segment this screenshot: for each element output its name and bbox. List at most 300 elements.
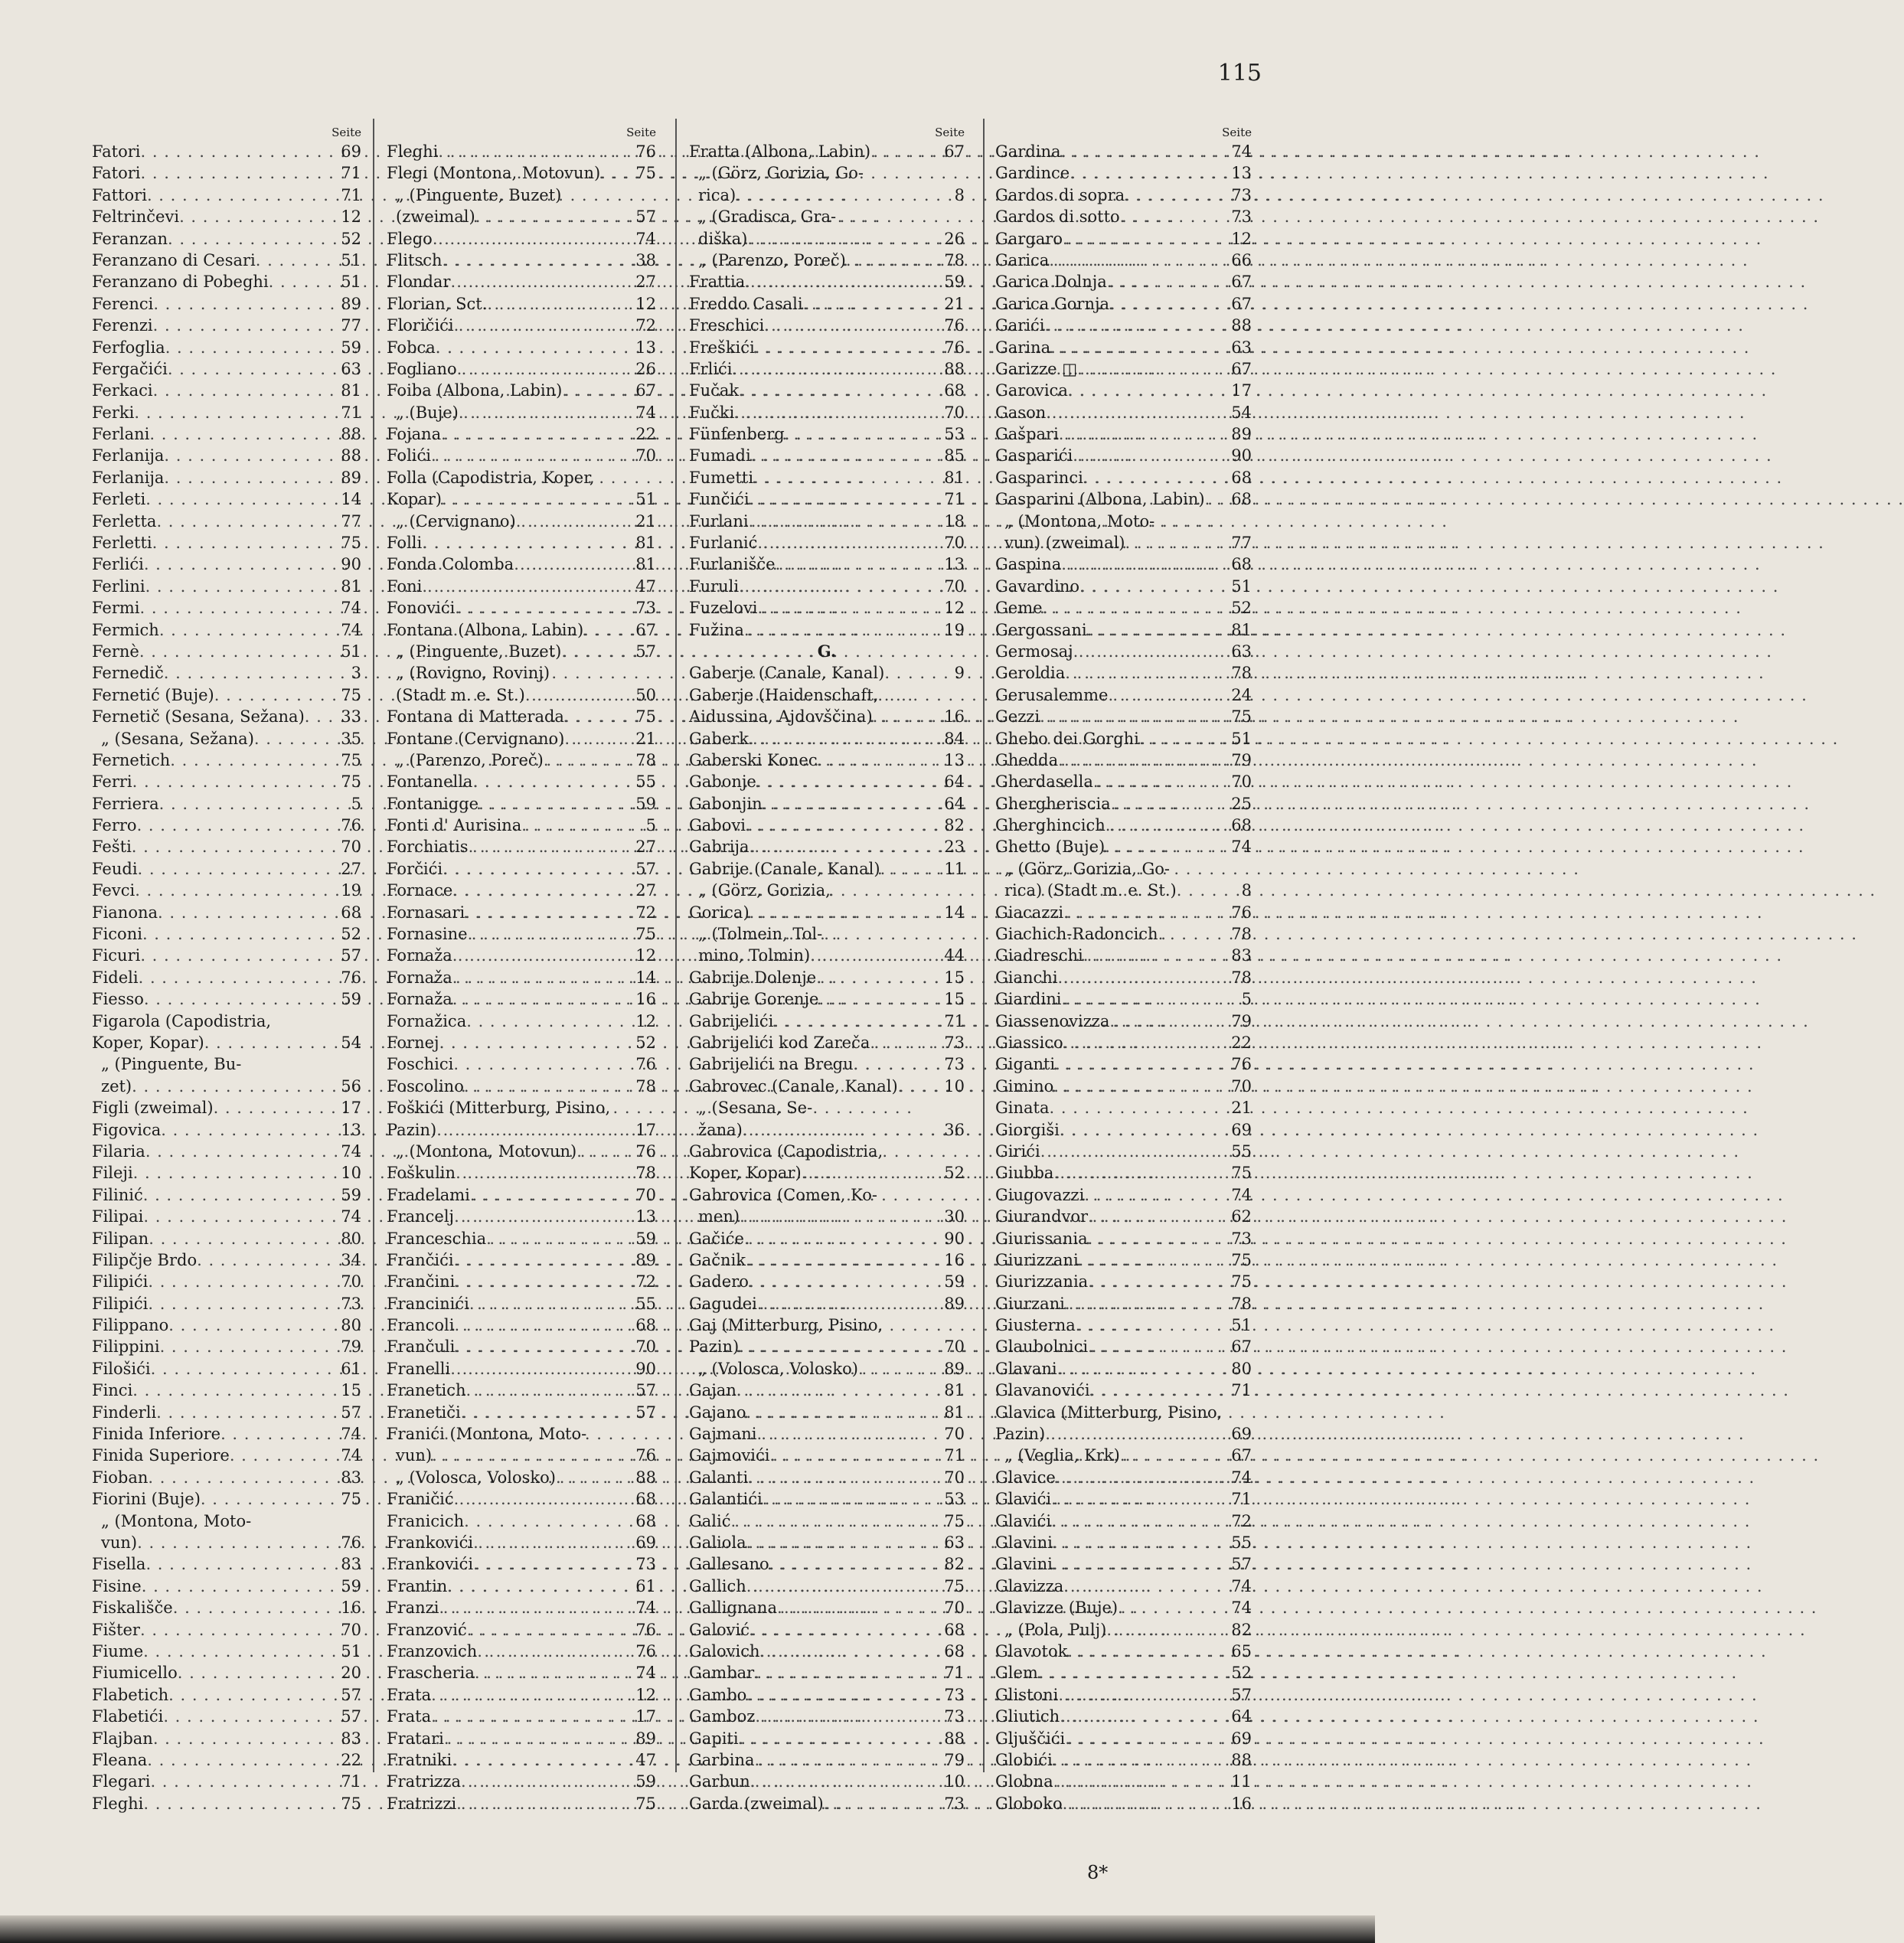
entry-page: 75	[1231, 1272, 1252, 1292]
entry-name: Gabonjin	[689, 794, 763, 813]
dot-leader	[754, 1662, 941, 1683]
entry-name: Galović	[689, 1620, 750, 1639]
entry-page: 74	[341, 1446, 361, 1465]
index-entry	[92, 1141, 361, 1162]
entry-name: Ferlići	[92, 555, 144, 574]
index-entry	[995, 837, 1252, 858]
entry-name: Furlanić	[689, 534, 758, 553]
entry-name: Fatori	[92, 142, 141, 161]
dot-leader	[152, 532, 338, 554]
index-entry	[92, 532, 361, 554]
entry-page: 57	[635, 859, 656, 878]
entry-page: 74	[635, 1598, 656, 1618]
entry-page: 20	[341, 1664, 361, 1683]
dot-leader	[486, 1228, 632, 1249]
entry-page: 73	[1231, 207, 1252, 227]
index-entry	[387, 1488, 656, 1510]
dot-leader	[1090, 1380, 1229, 1401]
entry-page: 82	[944, 816, 965, 835]
entry-name: Ferenzi	[92, 316, 153, 335]
index-entry	[92, 923, 361, 945]
entry-name: Fioban	[92, 1468, 149, 1487]
index-entry	[689, 706, 965, 727]
dot-leader	[150, 1771, 338, 1792]
entry-page: 36	[944, 1120, 965, 1139]
entry-name: Filippano	[92, 1316, 169, 1335]
index-entry	[387, 293, 656, 315]
entry-page: 89	[1231, 425, 1252, 444]
dot-leader	[739, 1728, 942, 1749]
entry-page: 76	[341, 816, 361, 835]
entry-page: 51	[341, 1641, 361, 1661]
entry-page: 76	[341, 968, 361, 987]
index-entry	[92, 967, 361, 988]
index-entry	[995, 380, 1252, 401]
entry-page: 63	[341, 359, 361, 378]
index-entry	[689, 1445, 965, 1466]
dot-leader	[1059, 423, 1228, 445]
index-entry	[995, 1184, 1252, 1206]
dot-leader	[441, 423, 632, 445]
dot-leader	[158, 902, 338, 923]
dot-leader	[1063, 902, 1228, 923]
dot-leader	[431, 1706, 632, 1727]
dot-leader	[1205, 488, 1229, 510]
entry-name: Fergačići	[92, 359, 168, 378]
entry-page: 71	[944, 490, 965, 509]
dot-leader	[142, 1576, 338, 1597]
dot-leader	[1053, 1532, 1228, 1553]
index-entry	[995, 402, 1252, 423]
entry-name: Filipići	[92, 1294, 149, 1313]
index-entry	[995, 1423, 1252, 1445]
entry-page: 52	[1231, 1664, 1252, 1683]
dot-leader	[140, 597, 338, 619]
entry-list	[689, 141, 965, 1814]
entry-page: 88	[341, 446, 361, 465]
entry-name: Giubba	[995, 1164, 1054, 1183]
entry-page: 68	[1231, 490, 1252, 509]
index-entry	[92, 445, 361, 466]
entry-name: Fermich	[92, 620, 159, 639]
entry-name: rica)	[698, 185, 736, 204]
dot-leader	[470, 1184, 632, 1206]
index-entry	[92, 511, 361, 532]
entry-page: 74	[1231, 1576, 1252, 1595]
entry-page: 59	[341, 1576, 361, 1595]
entry-page: 72	[635, 903, 656, 922]
entry-page: 11	[944, 859, 965, 878]
index-entry	[387, 423, 656, 445]
entry-page: 12	[944, 599, 965, 618]
dot-leader	[305, 706, 338, 727]
index-entry	[689, 967, 965, 988]
entry-name: Fornasari	[387, 903, 465, 922]
entry-name: Floričići	[387, 316, 454, 335]
entry-name: Ferriera	[92, 794, 159, 813]
entry-name: Finida Inferiore	[92, 1425, 221, 1444]
index-entry	[92, 815, 361, 836]
entry-page: 73	[944, 1685, 965, 1704]
entry-page: 61	[341, 1359, 361, 1378]
entry-name: Gimino	[995, 1076, 1054, 1096]
entry-page: 67	[1231, 1337, 1252, 1357]
entry-page: 52	[1231, 599, 1252, 618]
dot-leader	[1109, 1011, 1228, 1032]
entry-page: 38	[635, 250, 656, 269]
index-entry	[995, 1553, 1252, 1575]
index-entry	[689, 1358, 965, 1380]
dot-leader	[750, 1619, 941, 1641]
entry-name: „ (Buje)	[396, 403, 459, 422]
entry-name: Feranzano di Pobeghi	[92, 273, 269, 292]
dot-leader	[753, 467, 941, 488]
entry-name: Frankovići	[387, 1555, 474, 1574]
entry-list	[387, 141, 656, 1814]
entry-name: Globoko	[995, 1794, 1063, 1813]
dot-leader	[1060, 1119, 1228, 1141]
entry-page: 55	[635, 772, 656, 792]
entry-name: Glavići	[995, 1511, 1052, 1530]
entry-name: Gardince	[995, 164, 1070, 183]
index-entry	[387, 1162, 656, 1184]
entry-name: Frankovići	[387, 1533, 474, 1552]
entry-name: Glaubolnici	[995, 1337, 1089, 1357]
index-entry	[689, 1119, 965, 1141]
entry-page: 70	[944, 1425, 965, 1444]
entry-name: Galantići	[689, 1490, 763, 1509]
entry-page: 64	[944, 772, 965, 792]
index-entry	[995, 576, 1252, 597]
index-entry	[92, 1553, 361, 1575]
dot-leader	[456, 1162, 632, 1184]
dot-leader	[1043, 597, 1229, 619]
dot-leader	[739, 576, 941, 597]
entry-name: „ (Volosca, Volosko)	[698, 1359, 858, 1378]
entry-name: Figarola (Capodistria,	[92, 1011, 272, 1030]
dot-leader	[452, 988, 633, 1010]
entry-page: 89	[341, 468, 361, 487]
entry-name: Fogliano	[387, 359, 457, 378]
dot-leader	[133, 1162, 338, 1184]
entry-page: 57	[1231, 1685, 1252, 1704]
dot-leader	[201, 1488, 338, 1510]
entry-page: 22	[341, 1750, 361, 1769]
entry-name: Germosaj	[995, 642, 1073, 661]
index-entry	[689, 662, 965, 684]
entry-page: 52	[944, 1164, 965, 1183]
entry-name: Fevci	[92, 881, 136, 900]
entry-page: 71	[1231, 1490, 1252, 1509]
index-entry	[387, 1641, 656, 1662]
entry-name: Gambo	[689, 1685, 747, 1704]
entry-name: Fojana	[387, 425, 442, 444]
entry-name: Giachich-Radoncich	[995, 925, 1158, 944]
dot-leader	[475, 1662, 632, 1683]
dot-leader	[450, 1358, 632, 1380]
index-entry	[995, 532, 1252, 554]
entry-name: Ferlanija	[92, 468, 165, 487]
entry-page: 75	[635, 164, 656, 183]
dot-leader	[168, 1314, 338, 1336]
entry-page: 16	[944, 1250, 965, 1269]
index-entry	[92, 945, 361, 966]
dot-leader	[1053, 1076, 1228, 1097]
dot-leader	[256, 250, 338, 271]
entry-page: 12	[1231, 229, 1252, 248]
entry-name: Franići (Montona, Moto-	[387, 1425, 587, 1444]
entry-name: „ (Tolmein, Tol-	[698, 925, 823, 944]
index-entry	[92, 749, 361, 771]
entry-page: 33	[341, 707, 361, 727]
dot-leader	[173, 1597, 338, 1618]
entry-page: 55	[1231, 1141, 1252, 1161]
index-entry	[995, 597, 1252, 619]
index-entry	[995, 141, 1252, 162]
dot-leader	[870, 1032, 941, 1053]
dot-leader	[746, 1684, 941, 1706]
entry-name: Glem	[995, 1664, 1038, 1683]
entry-page: 83	[341, 1468, 361, 1487]
dot-leader	[769, 1445, 941, 1466]
entry-name: Fernedič	[92, 664, 164, 683]
dot-leader	[739, 380, 941, 401]
entry-page: 67	[1231, 273, 1252, 292]
entry-name: Fratrizzi	[387, 1794, 457, 1813]
dot-leader	[1040, 1141, 1229, 1162]
dot-leader	[763, 1488, 942, 1510]
entry-name: Folli	[387, 534, 423, 553]
entry-page: 3	[351, 664, 361, 683]
entry-name: Fiume	[92, 1641, 144, 1661]
entry-name: Freddo Casali	[689, 294, 803, 313]
entry-name: Glistoni	[995, 1685, 1059, 1704]
entry-name: Gergossani	[995, 620, 1087, 639]
index-entry	[995, 423, 1252, 445]
entry-page: 73	[944, 1055, 965, 1074]
dot-leader	[459, 402, 632, 423]
entry-page: 59	[944, 273, 965, 292]
entry-page: 65	[1231, 1641, 1252, 1661]
index-entry	[689, 619, 965, 641]
entry-page: 74	[341, 620, 361, 639]
dot-leader	[1079, 576, 1228, 597]
entry-name: Ginata	[995, 1099, 1050, 1118]
index-entry	[387, 1314, 656, 1336]
dot-leader	[475, 206, 633, 227]
entry-name: Gaberje (Canale, Kanal)	[689, 664, 885, 683]
entry-name: Gabrijelići	[689, 1011, 774, 1030]
entry-page: 19	[944, 620, 965, 639]
index-entry	[387, 1032, 656, 1053]
index-entry	[689, 1336, 965, 1357]
entry-page: 68	[635, 1511, 656, 1530]
entry-page: 23	[944, 838, 965, 857]
entry-name: Globna	[995, 1772, 1053, 1791]
entry-name: Gabrija	[689, 838, 750, 857]
dot-leader	[736, 1380, 941, 1401]
dot-leader	[145, 1141, 338, 1162]
index-entry	[92, 641, 361, 662]
dot-leader	[1045, 1423, 1228, 1445]
index-entry	[387, 467, 656, 488]
entry-page: 12	[635, 1685, 656, 1704]
entry-name: Gianchi	[995, 968, 1058, 987]
entry-page: 59	[635, 1229, 656, 1248]
index-entry	[387, 402, 656, 423]
index-entry	[995, 185, 1252, 206]
entry-name: Galovich	[689, 1641, 760, 1661]
page-number: 115	[1217, 60, 1262, 87]
index-entry	[995, 1162, 1252, 1184]
entry-page: 35	[341, 729, 361, 748]
index-entry	[92, 858, 361, 880]
index-entry	[92, 1053, 361, 1075]
entry-page: 8	[1241, 881, 1252, 900]
dot-leader	[746, 1532, 942, 1553]
entry-page: 54	[341, 1034, 361, 1052]
entry-name: „ (Volosca, Volosko)	[396, 1468, 556, 1487]
entry-page: 68	[1231, 555, 1252, 574]
dot-leader	[755, 337, 942, 358]
entry-name: „ (Görz, Gorizia, Go-	[698, 164, 864, 183]
entry-name: Gapiti	[689, 1729, 739, 1748]
dot-leader	[1065, 662, 1228, 684]
dot-leader	[1073, 641, 1229, 662]
entry-name: Gabrije Gorenje	[689, 990, 819, 1009]
index-entry	[387, 532, 656, 554]
entry-page: 74	[341, 1425, 361, 1444]
index-entry	[995, 1336, 1252, 1357]
entry-page: 83	[341, 1729, 361, 1748]
entry-page: 76	[1231, 1055, 1252, 1074]
entry-page: 79	[341, 1337, 361, 1357]
index-entry	[92, 1314, 361, 1336]
index-column-2	[387, 124, 656, 1814]
entry-name: Fornaža	[387, 946, 452, 965]
dot-leader	[452, 967, 633, 988]
index-entry	[387, 1553, 656, 1575]
dot-leader	[473, 1532, 632, 1553]
entry-page: 52	[635, 1034, 656, 1052]
index-entry	[387, 1293, 656, 1314]
entry-name: „ (Cervignano)	[396, 511, 516, 531]
index-entry	[689, 1249, 965, 1271]
index-entry	[995, 554, 1252, 575]
index-entry	[995, 1097, 1252, 1118]
dot-leader	[1061, 141, 1229, 162]
dot-leader	[148, 1293, 338, 1314]
dot-leader	[556, 1467, 632, 1488]
dot-leader	[156, 1402, 338, 1423]
index-entry	[995, 315, 1252, 336]
entry-page: 75	[341, 1490, 361, 1509]
dot-leader	[764, 315, 941, 336]
entry-page: 76	[1231, 903, 1252, 922]
entry-page: 17	[635, 1707, 656, 1726]
entry-name: Ferletti	[92, 534, 152, 553]
entry-name: „ (Sesana, Se-	[698, 1099, 813, 1118]
index-entry	[689, 271, 965, 292]
entry-name: Pazin)	[387, 1120, 437, 1139]
dot-leader	[1088, 1228, 1229, 1249]
entry-page: 80	[341, 1316, 361, 1335]
entry-name: Fučak	[689, 381, 740, 400]
dot-leader	[432, 1445, 632, 1466]
entry-name: „ (Pinguente, Bu-	[101, 1055, 242, 1074]
entry-name: Garda (zweimal)	[689, 1794, 824, 1813]
entry-name: Glavani	[995, 1359, 1057, 1378]
entry-page: 74	[1231, 1468, 1252, 1487]
dot-leader	[734, 402, 941, 423]
dot-leader	[135, 880, 338, 901]
index-entry	[387, 1358, 656, 1380]
dot-leader	[197, 1249, 338, 1271]
index-entry	[689, 1619, 965, 1641]
index-entry	[92, 1271, 361, 1292]
entry-page: 75	[1231, 1164, 1252, 1183]
index-entry	[995, 358, 1252, 380]
dot-leader	[132, 1380, 338, 1401]
entry-page: 77	[341, 511, 361, 531]
entry-name: Frlići	[689, 359, 733, 378]
index-entry	[995, 1641, 1252, 1662]
entry-name: Gaj (Mitterburg, Pisino,	[689, 1316, 883, 1335]
dot-leader	[466, 1011, 632, 1032]
entry-name: Gherghincich	[995, 816, 1105, 835]
dot-leader	[744, 1228, 941, 1249]
index-entry	[995, 293, 1252, 315]
index-entry	[995, 1510, 1252, 1532]
dot-leader	[1076, 1314, 1229, 1336]
entry-name: Ferro	[92, 816, 137, 835]
dot-leader	[824, 1793, 942, 1814]
entry-name: Ficoni	[92, 925, 142, 944]
index-entry	[689, 1228, 965, 1249]
entry-name: Giurissania	[995, 1229, 1088, 1248]
signature-mark: 8*	[1087, 1862, 1109, 1883]
entry-page: 69	[1231, 1425, 1252, 1444]
index-entry	[995, 1271, 1252, 1292]
dot-leader	[139, 967, 338, 988]
entry-name: Gajmovići	[689, 1446, 770, 1465]
entry-name: mino, Tolmin)	[698, 946, 811, 965]
index-entry	[689, 1053, 965, 1075]
dot-leader	[1093, 771, 1228, 792]
entry-page: 78	[635, 1076, 656, 1096]
dot-leader	[1038, 1662, 1228, 1683]
index-entry	[689, 728, 965, 749]
entry-page: 5	[351, 794, 361, 813]
dot-leader	[776, 554, 942, 575]
index-entry	[387, 923, 656, 945]
dot-leader	[436, 1119, 632, 1141]
dot-leader	[472, 771, 632, 792]
entry-page: 17	[635, 1120, 656, 1139]
entry-name: Fisella	[92, 1555, 146, 1574]
entry-page: 71	[341, 164, 361, 183]
index-entry	[995, 1076, 1252, 1097]
dot-leader	[431, 1684, 632, 1706]
entry-page: 67	[944, 142, 965, 161]
entry-page: 89	[635, 1729, 656, 1748]
index-entry	[689, 1271, 965, 1292]
index-entry	[995, 1728, 1252, 1749]
index-entry	[92, 837, 361, 858]
entry-page: 70	[1231, 1076, 1252, 1096]
entry-name: Fobca	[387, 338, 436, 357]
entry-page: 22	[1231, 1034, 1252, 1052]
